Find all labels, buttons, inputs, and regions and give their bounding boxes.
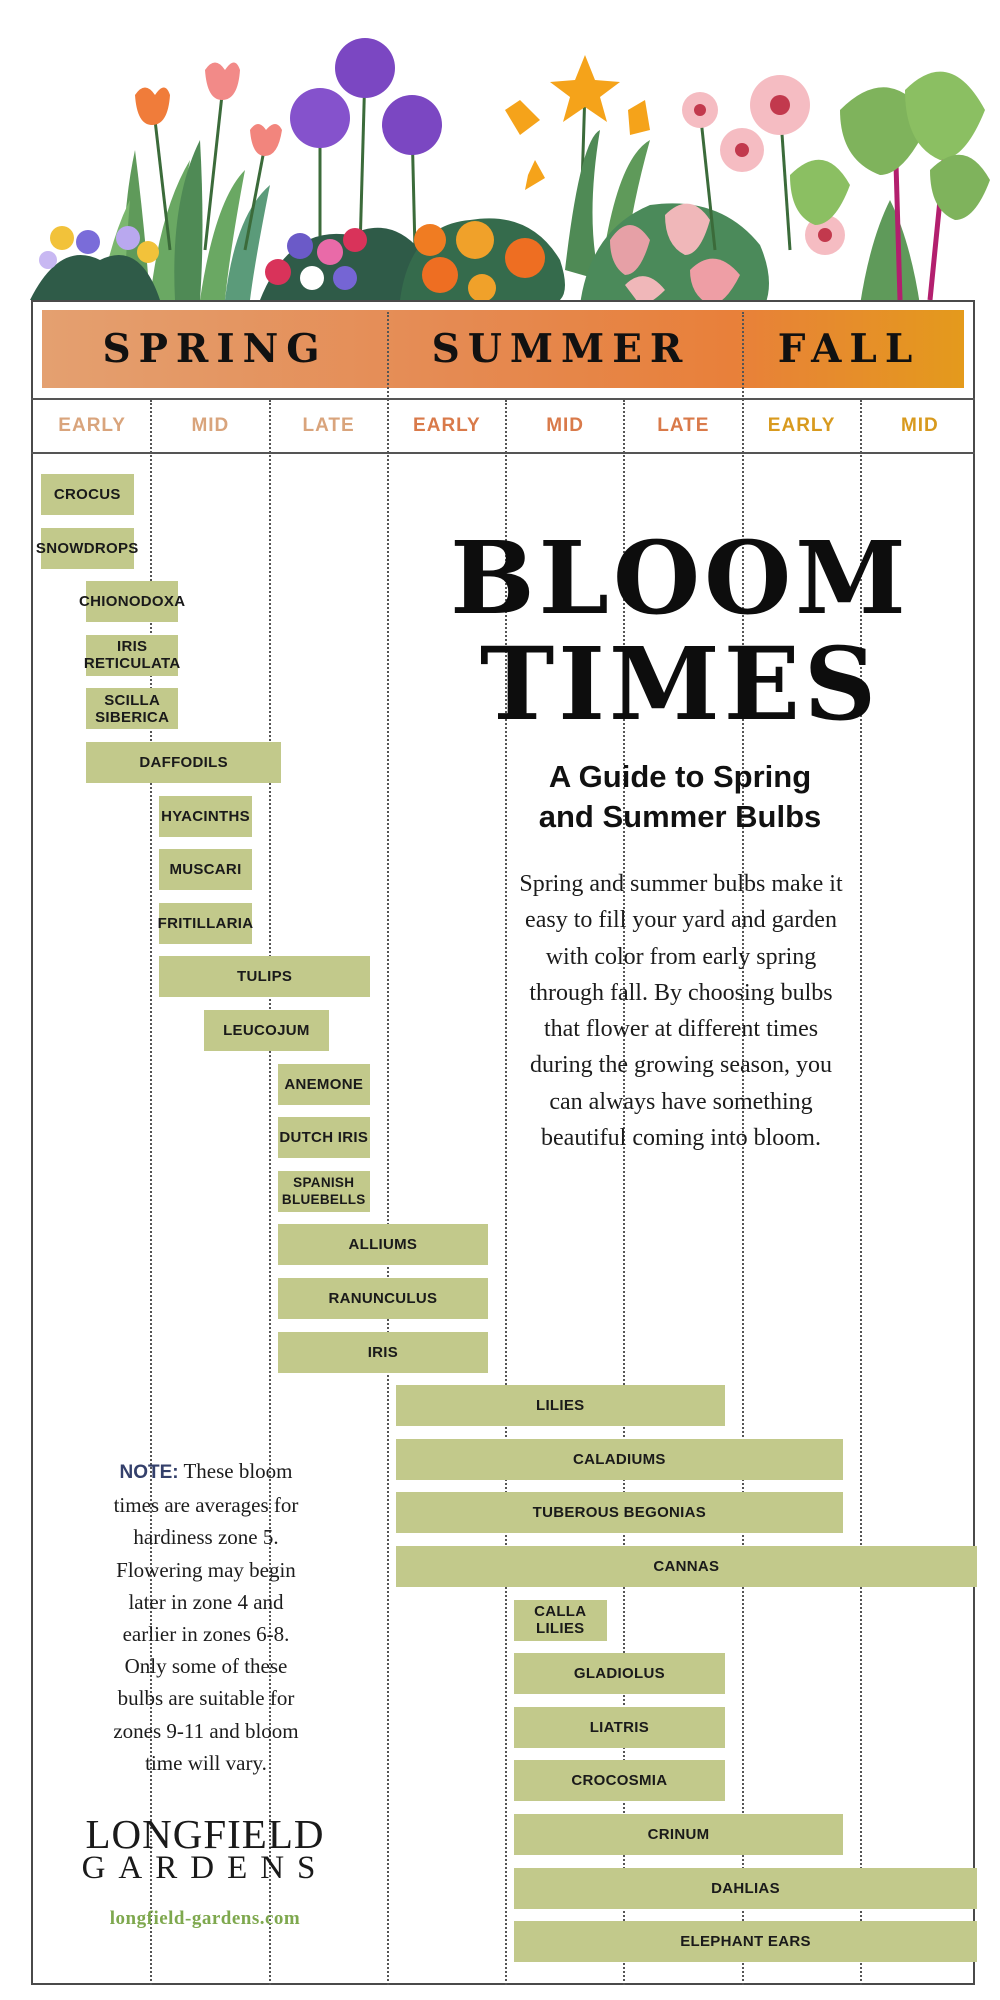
page-subtitle [510,757,850,837]
bar-chionodoxa [79,581,186,622]
bar-label: DAFFODILS [139,754,228,771]
period-summer-late: LATE [657,415,710,436]
bar-liatris [514,1707,725,1748]
bar-tulips [159,956,370,997]
bar-label: CALLA LILIES [534,1603,587,1638]
period-spring-early: EARLY [58,415,126,436]
bar-iris-reticulata [83,635,181,676]
bar-label: LILIES [536,1397,585,1415]
title-line-2: TIMES [479,625,881,743]
bar-hyacinths [159,796,252,837]
note-label: NOTE: [119,1462,179,1483]
bar-elephant-ears [514,1921,977,1962]
bar-alliums [278,1224,489,1265]
brand-logo-line1: LONGFIELD [85,1811,325,1857]
bar-crinum [514,1814,843,1855]
page-title [430,519,930,743]
period-spring-mid: MID [191,415,230,436]
bar-label: CANNAS [653,1558,720,1575]
bar-label: ALLIUMS [348,1236,418,1254]
bar-label: SPANISH BLUEBELLS [281,1175,366,1208]
header-divider-bottom [31,452,975,454]
bar-label: GLADIOLUS [573,1665,665,1683]
caladium-bush [580,203,769,305]
bar-cannas [396,1546,977,1587]
bar-label: DAHLIAS [711,1879,780,1897]
bar-gladiolus [514,1653,725,1694]
subtitle-line-2: and Summer Bulbs [538,799,822,834]
bar-lilies [396,1385,725,1426]
zone-note [100,1455,312,1779]
period-summer-early: EARLY [413,415,481,436]
website-link[interactable]: longfield-gardens.com [109,1908,301,1929]
bar-spanish-bluebells [278,1171,371,1212]
bar-label: MUSCARI [169,861,242,879]
bar-label: TUBEROUS BEGONIAS [532,1504,707,1522]
bar-label: DUTCH IRIS [279,1129,369,1147]
bar-leucojum [204,1010,328,1051]
bar-label: IRIS RETICULATA [83,638,181,673]
period-fall-early: EARLY [767,415,836,436]
garden-illustration [0,0,1000,305]
bar-label: RANUNCULUS [328,1290,438,1307]
bar-daffodils [86,742,281,783]
period-summer-mid: MID [546,415,585,436]
bar-label: SNOWDROPS [35,539,139,557]
period-spring-late: LATE [302,415,355,436]
bar-label: LEUCOJUM [223,1022,310,1039]
bar-label: CALADIUMS [573,1450,666,1468]
bar-label: LIATRIS [589,1718,650,1736]
season-fall: FALL [777,326,921,372]
season-spring: SPRING [102,326,328,372]
note-text: These bloom times are averages for hardiness zone 5. Flowering may begin later in zone 4 and earlier in zones 6-8. Only some of these bulbs are suitable for zones 9-11 and bloom time will vary. [113,1459,299,1775]
subtitle-line-1: A Guide to Spring [548,759,812,794]
bar-snowdrops [35,528,139,569]
title-line-1: BLOOM [450,519,910,637]
bar-label: SCILLA SIBERICA [95,691,170,726]
bar-calla-lilies [514,1600,607,1641]
gridline-3 [387,312,389,1985]
season-band [42,310,964,388]
bar-label: CRINUM [647,1826,710,1843]
bar-label: CHIONODOXA [79,593,186,611]
bar-scilla-siberica [86,688,179,729]
bar-iris [278,1332,489,1373]
bar-label: IRIS [367,1343,399,1361]
alliums [290,38,442,250]
bar-crocosmia [514,1760,725,1801]
bar-anemone [278,1064,371,1105]
bar-label: CROCUS [53,486,121,503]
bar-dahlias [514,1868,977,1909]
season-summer: SUMMER [431,326,691,372]
bar-dutch-iris [278,1117,371,1158]
bar-caladiums [396,1439,843,1480]
bar-ranunculus [278,1278,489,1319]
bar-muscari [159,849,252,890]
bar-label: CROCOSMIA [571,1772,668,1790]
elephant-ears [790,72,990,305]
bar-label: TULIPS [237,968,293,986]
marigolds [400,218,565,302]
description: Spring and summer bulbs make it easy to fill your yard and garden with color from early spring through fall. By choosing bulbs that flower at different times during the growing season, you can always have something beautiful coming into bloom. [519,871,843,1152]
period-fall-mid: MID [900,415,939,436]
brand-logo-line2: GARDENS [81,1850,329,1886]
bar-label: ANEMONE [284,1075,364,1093]
bar-label: HYACINTHS [161,807,250,825]
bar-crocus [41,474,134,515]
bar-tuberous-begonias [396,1492,843,1533]
bar-fritillaria [159,903,252,944]
bar-label: ELEPHANT EARS [680,1933,811,1951]
bar-label: FRITILLARIA [157,914,254,932]
